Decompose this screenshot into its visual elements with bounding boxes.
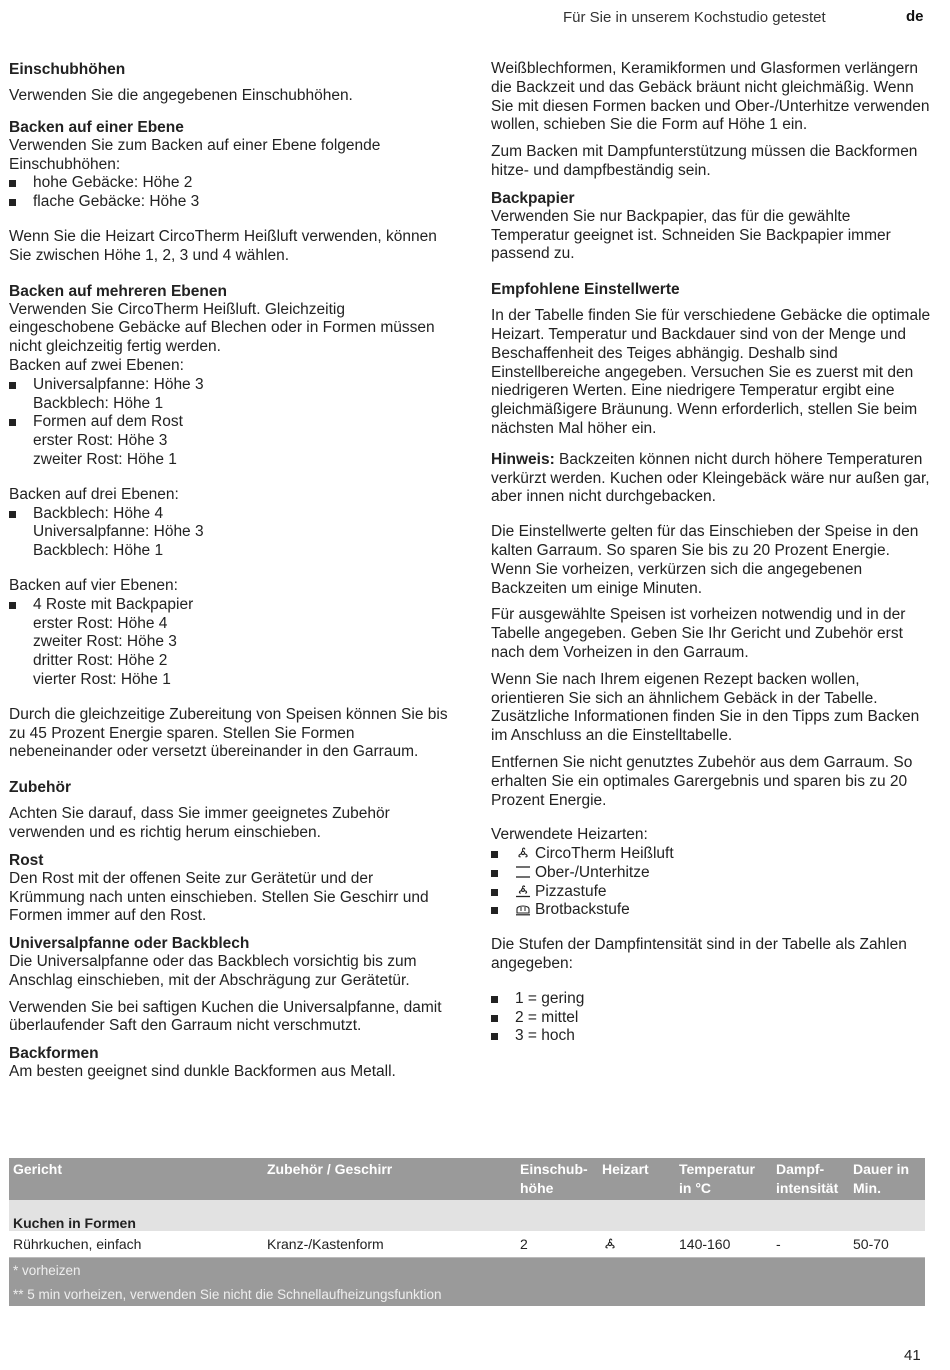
- paragraph: Entfernen Sie nicht genutztes Zubehör aus dem Garraum. So erhalten Sie ein optimales Garergebnis und sparen bis zu 20 Prozent Energie.: [491, 753, 913, 809]
- cell-hoehe: 2: [516, 1231, 598, 1258]
- paragraph: Verwenden Sie zum Backen auf einer Ebene folgende Einschubhöhen:: [9, 136, 381, 173]
- list-item: 2 = mittel: [491, 1009, 931, 1028]
- circotherm-fan-icon: [602, 1237, 618, 1251]
- table-note-row: [9, 1258, 925, 1283]
- paragraph: Verwenden Sie nur Backpapier, das für die gewählte Temperatur geeignet ist. Schneiden Sie Backpapier immer passend zu.: [491, 207, 891, 263]
- circotherm-fan-icon: [515, 846, 531, 860]
- cell-heizart: [598, 1231, 675, 1258]
- table-row: [9, 1231, 925, 1258]
- note-label: Hinweis:: [491, 450, 555, 468]
- top-bottom-heat-icon: [515, 865, 531, 879]
- list-item: zweiter Rost: Höhe 1: [33, 450, 177, 468]
- list-item: Backblech: Höhe 1: [33, 394, 164, 412]
- list-item: erster Rost: Höhe 4: [33, 614, 168, 632]
- table-header-row: [9, 1158, 925, 1200]
- column-header: Temperatur in °C: [675, 1158, 772, 1200]
- paragraph: Weißblechformen, Keramikformen und Glasformen verlängern die Backzeit und das Gebäck bräunt nicht gleichmäßig. Wenn Sie mit diesen Formen backen und Ober-/Unterhitze verwenden wollen, schieben Sie die Form auf Höhe 1 ein.: [491, 60, 930, 134]
- column-header: Zubehör / Geschirr: [263, 1158, 516, 1200]
- list-item: 1 = gering: [491, 990, 931, 1009]
- heading-rost: Rost: [9, 851, 44, 869]
- list-item: Ober-/Unterhitze: [491, 864, 931, 883]
- paragraph: Den Rost mit der offenen Seite zur Gerätetür und der Krümmung nach unten einschieben. Stellen Sie Geschirr und Formen immer auf den Rost.: [9, 869, 429, 925]
- paragraph: Zum Backen mit Dampfunterstützung müssen die Backformen hitze- und dampfbeständig sein.: [491, 143, 918, 179]
- heading-zubehoer: Zubehör: [9, 779, 71, 797]
- table-note-row: [9, 1282, 925, 1306]
- column-header: Heizart: [598, 1158, 675, 1200]
- list-item: Backblech: Höhe 4: [9, 505, 449, 524]
- heading-eine-ebene: Backen auf einer Ebene: [9, 118, 184, 136]
- cell-dauer: 50-70: [849, 1231, 925, 1258]
- list-item: 3 = hoch: [491, 1027, 931, 1046]
- header-title: Für Sie in unserem Kochstudio getestet: [563, 9, 826, 26]
- list-item: hohe Gebäcke: Höhe 2: [9, 174, 449, 193]
- heading-backformen: Backformen: [9, 1045, 99, 1063]
- table-section-row: [9, 1200, 925, 1231]
- page-number: 41: [904, 1347, 921, 1364]
- list-item: dritter Rost: Höhe 2: [33, 652, 168, 670]
- steam-levels-list: [491, 990, 931, 1046]
- paragraph: Backen auf drei Ebenen:: [9, 485, 179, 503]
- bullet-list: [9, 505, 449, 561]
- paragraph: Durch die gleichzeitige Zubereitung von Speisen können Sie bis zu 45 Prozent Energie sparen. Stellen Sie Formen nebeneinander oder versetzt übereinander in den Garraum.: [9, 705, 448, 761]
- heading-backpapier: Backpapier: [491, 189, 575, 207]
- note-text: Backzeiten können nicht durch höhere Temperaturen verkürzt werden. Kuchen oder Kleingebäck wäre nur außen gar, aber innen nicht durchgebacken.: [491, 450, 930, 506]
- paragraph: Backen auf vier Ebenen:: [9, 576, 178, 594]
- list-item: Formen auf dem Rost: [9, 413, 449, 432]
- paragraph: Für ausgewählte Speisen ist vorheizen notwendig und in der Tabelle angegeben. Geben Sie Ihr Gericht und Zubehör erst nach dem Vorheizen in den Garraum.: [491, 606, 906, 661]
- settings-table: [9, 1158, 925, 1306]
- cell-gericht: Rührkuchen, einfach: [9, 1231, 263, 1258]
- heading-empfohlene-einstellwerte: Empfohlene Einstellwerte: [491, 281, 680, 299]
- list-item: vierter Rost: Höhe 1: [33, 670, 171, 688]
- paragraph: Die Universalpfanne oder das Backblech vorsichtig bis zum Anschlag einschieben, mit der Abschrägung zur Gerätetür.: [9, 953, 417, 989]
- list-item: Universalpfanne: Höhe 3: [33, 523, 204, 541]
- list-item: Brotbackstufe: [491, 901, 931, 920]
- paragraph: Die Einstellwerte gelten für das Einschieben der Speise in den kalten Garraum. So sparen Sie bis zu 20 Prozent Energie. Wenn Sie vorheizen, verkürzen sich die angegebenen Backzeiten um einige Minuten.: [491, 523, 919, 597]
- section-title: Kuchen in Formen: [9, 1200, 925, 1231]
- paragraph: Wenn Sie nach Ihrem eigenen Rezept backen wollen, orientieren Sie sich an ähnlichem Gebäck in der Tabelle. Zusätzliche Informationen finden Sie in den Tipps zum Backen im Anschluss an die Einstelltabelle.: [491, 670, 920, 745]
- bullet-list: [9, 376, 449, 470]
- list-item: Universalpfanne: Höhe 3: [9, 376, 449, 395]
- left-column: [9, 60, 449, 1082]
- paragraph: Verwenden Sie CircoTherm Heißluft. Gleichzeitig eingeschobene Gebäcke auf Blechen oder in Formen müssen nicht gleichzeitig fertig werden.: [9, 300, 435, 356]
- list-item: Pizzastufe: [491, 883, 931, 902]
- column-header: Einschub-höhe: [516, 1158, 598, 1200]
- heading-universalpfanne: Universalpfanne oder Backblech: [9, 935, 250, 953]
- paragraph: Wenn Sie die Heizart CircoTherm Heißluft verwenden, können Sie zwischen Höhe 1, 2, 3 und 4 wählen.: [9, 227, 437, 264]
- column-header: Dampf-intensität: [772, 1158, 849, 1200]
- heading-mehrere-ebenen: Backen auf mehreren Ebenen: [9, 282, 227, 300]
- list-item: CircoTherm Heißluft: [491, 845, 931, 864]
- table-footnote: * vorheizen: [9, 1258, 925, 1283]
- cell-temperatur: 140-160: [675, 1231, 772, 1258]
- heating-modes-list: [491, 845, 931, 920]
- table-footnote: ** 5 min vorheizen, verwenden Sie nicht die Schnellaufheizungsfunktion: [9, 1282, 925, 1306]
- right-column: [491, 60, 931, 1046]
- paragraph: Am besten geeignet sind dunkle Backformen aus Metall.: [9, 1063, 396, 1081]
- note-paragraph: [491, 451, 931, 507]
- paragraph: Backen auf zwei Ebenen:: [9, 356, 184, 374]
- language-code: de: [906, 8, 924, 25]
- cell-zubehoer: Kranz-/Kastenform: [263, 1231, 516, 1258]
- heading-einschubhoehen: Einschubhöhen: [9, 61, 126, 78]
- list-item: erster Rost: Höhe 3: [33, 432, 168, 450]
- list-item: Backblech: Höhe 1: [33, 542, 164, 560]
- cell-dampf: -: [772, 1231, 849, 1258]
- paragraph: In der Tabelle finden Sie für verschiedene Gebäcke die optimale Heizart. Temperatur und Backdauer sind von der Menge und Beschaffenheit des Teiges abhängig. Deshalb sind Einstellbereiche angegeben. Versuchen Sie es zuerst mit den niedrigeren Werten. Eine niedrigere Temperatur ergibt eine gleichmäßigere Bräunung. Wenn erforderlich, stellen Sie beim nächsten Mal höher ein.: [491, 307, 931, 437]
- paragraph: Die Stufen der Dampfintensität sind in der Tabelle als Zahlen angegeben:: [491, 936, 907, 973]
- list-item: zweiter Rost: Höhe 3: [33, 633, 177, 651]
- bread-baking-icon: [515, 902, 531, 916]
- paragraph: Verwenden Sie bei saftigen Kuchen die Universalpfanne, damit überlaufender Saft den Garraum nicht verschmutzt.: [9, 998, 442, 1035]
- bullet-list: [9, 174, 449, 212]
- column-header: Gericht: [9, 1158, 263, 1200]
- bullet-list: [9, 596, 449, 690]
- list-item: 4 Roste mit Backpapier: [9, 596, 449, 615]
- pizza-setting-icon: [515, 884, 531, 898]
- paragraph: Verwendete Heizarten:: [491, 826, 648, 844]
- paragraph: Achten Sie darauf, dass Sie immer geeignetes Zubehör verwenden und es richtig herum einschieben.: [9, 805, 390, 841]
- list-item: flache Gebäcke: Höhe 3: [9, 193, 449, 212]
- paragraph: Verwenden Sie die angegebenen Einschubhöhen.: [9, 87, 353, 104]
- column-header: Dauer in Min.: [849, 1158, 925, 1200]
